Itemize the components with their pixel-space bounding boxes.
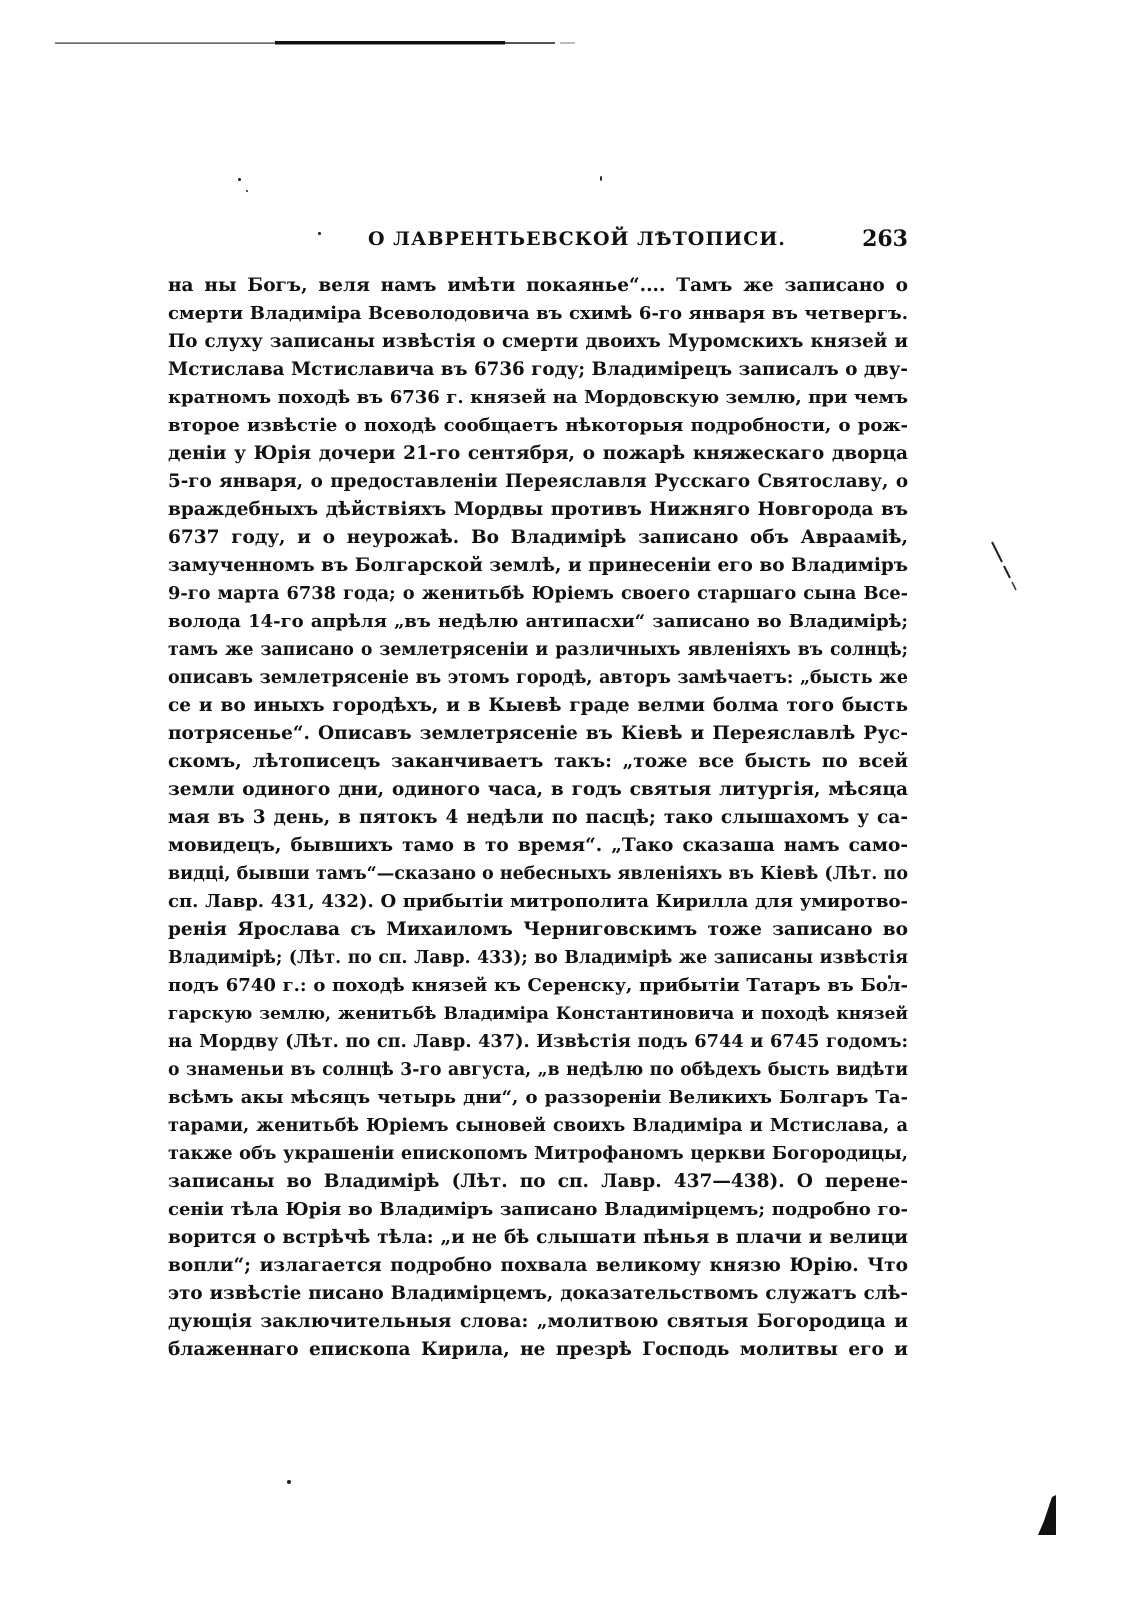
scan-speck <box>287 1480 291 1484</box>
text-line: дующія заключительныя слова: „молитвою святыя Богородица и <box>168 1311 908 1332</box>
page-corner-mark <box>1038 1495 1058 1535</box>
text-line: мовидецъ, бывшихъ тамо в то время“. „Тако сказаша намъ само- <box>168 835 908 856</box>
text-line: ворится о встрѣчѣ тѣла: „и не бѣ слышати пѣнья в плачи и велици <box>168 1227 908 1248</box>
text-line: на Мордву (Лѣт. по сп. Лавр. 437). Извѣстія подъ 6744 и 6745 годомъ: <box>168 1031 908 1052</box>
text-line: подъ 6740 г.: о походѣ князей къ Серенску, прибытіи Татаръ въ Бол- <box>168 975 908 996</box>
text-line: волода 14-го апрѣля „въ недѣлю антипасхи“ записано во Владимірѣ; <box>168 611 908 632</box>
margin-ink-marks <box>990 540 1020 600</box>
text-line: земли одиного дни, одиного часа, в годъ святыя литургія, мѣсяца <box>168 779 908 800</box>
text-line: гарскую землю, женитьбѣ Владиміра Константиновича и походѣ князей <box>168 1004 908 1024</box>
page-header <box>168 226 908 256</box>
text-line: записаны во Владимірѣ (Лѣт. по сп. Лавр. 437—438). О перене- <box>168 1171 908 1192</box>
text-line: деніи у Юрія дочери 21-го сентября, о пожарѣ княжескаго дворца <box>168 443 908 464</box>
text-line: видці, бывши тамъ“—сказано о небесныхъ явленіяхъ въ Кіевѣ (Лѣт. по <box>168 864 908 884</box>
page-number: 263 <box>862 226 908 252</box>
text-line: также объ украшеніи епископомъ Митрофаномъ церкви Богородицы, <box>168 1143 908 1164</box>
scan-speck <box>238 178 241 181</box>
text-line: По слуху записаны извѣстія о смерти двоихъ Муромскихъ князей и <box>168 331 908 352</box>
text-line: сеніи тѣла Юрія во Владиміръ записано Владимірцемъ; подробно го- <box>168 1199 908 1220</box>
text-line: се и во иныхъ городѣхъ, и в Кыевѣ граде велми болма того бысть <box>168 695 908 716</box>
text-line: тамъ же записано о землетрясеніи и различныхъ явленіяхъ въ солнцѣ; <box>168 640 908 660</box>
text-line: сп. Лавр. 431, 432). О прибытіи митрополита Кирилла для умиротво- <box>168 891 908 912</box>
text-line: потрясенье“. Описавъ землетрясеніе въ Кіевѣ и Переяславлѣ Рус- <box>168 723 908 744</box>
text-line: замученномъ въ Болгарской землѣ, и принесеніи его во Владиміръ <box>168 555 908 576</box>
text-line: мая въ 3 день, в пятокъ 4 недѣли по пасцѣ; тако слышахомъ у са- <box>168 807 908 828</box>
text-line: 5-го января, о предоставленіи Переяславля Русскаго Святославу, о <box>168 471 908 492</box>
text-line: описавъ землетрясеніе въ этомъ городѣ, авторъ замѣчаетъ: „бысть же <box>168 668 908 688</box>
text-line: Владимірѣ; (Лѣт. по сп. Лавр. 433); во Владимірѣ же записаны извѣстія <box>168 948 908 968</box>
text-line: вопли“; излагается подробно похвала великому князю Юрію. Что <box>168 1255 908 1276</box>
text-line: всѣмъ акы мѣсяцъ четырь дни“, о раззореніи Великихъ Болгаръ Та- <box>168 1087 908 1108</box>
text-line: тарами, женитьбѣ Юріемъ сыновей своихъ Владиміра и Мстислава, а <box>168 1115 908 1136</box>
text-line: блаженнаго епископа Кирила, не презрѣ Господь молитвы его и <box>168 1339 908 1360</box>
body-text <box>168 272 908 1364</box>
scan-speck <box>246 190 248 192</box>
text-line: кратномъ походѣ въ 6736 г. князей на Мордовскую землю, при чемъ <box>168 387 908 408</box>
scan-speck <box>600 176 602 181</box>
running-title: О ЛАВРЕНТЬЕВСКОЙ ЛѢТОПИСИ. <box>368 228 786 250</box>
text-line: второе извѣстіе о походѣ сообщаетъ нѣкоторыя подробности, о рож- <box>168 415 908 436</box>
scan-artifact-rule <box>55 40 575 46</box>
text-line: это извѣстіе писано Владимірцемъ, доказательствомъ служатъ слѣ- <box>168 1283 908 1304</box>
text-line: скомъ, лѣтописецъ заканчиваетъ такъ: „тоже все бысть по всей <box>168 751 908 772</box>
text-line: смерти Владиміра Всеволодовича въ схимѣ 6-го января въ четвергъ. <box>168 303 908 324</box>
text-line: Мстислава Мстиславича въ 6736 году; Владимірецъ записалъ о дву- <box>168 359 908 380</box>
text-line: 9-го марта 6738 года; о женитьбѣ Юріемъ своего старшаго сына Все- <box>168 583 908 604</box>
text-line: о знаменьи въ солнцѣ 3-го августа, „в недѣлю по обѣдехъ бысть видѣти <box>168 1060 908 1080</box>
text-line: на ны Богъ, веля намъ имѣти покаяньe“.... Тамъ же записано о <box>168 275 908 296</box>
text-line: враждебныхъ дѣйствіяхъ Мордвы противъ Нижняго Новгорода въ <box>168 499 908 520</box>
text-line: 6737 году, и о неурожаѣ. Во Владимірѣ записано объ Авраамiѣ, <box>168 527 908 548</box>
text-line: ренія Ярослава съ Михаиломъ Черниговскимъ тоже записано во <box>168 919 908 940</box>
